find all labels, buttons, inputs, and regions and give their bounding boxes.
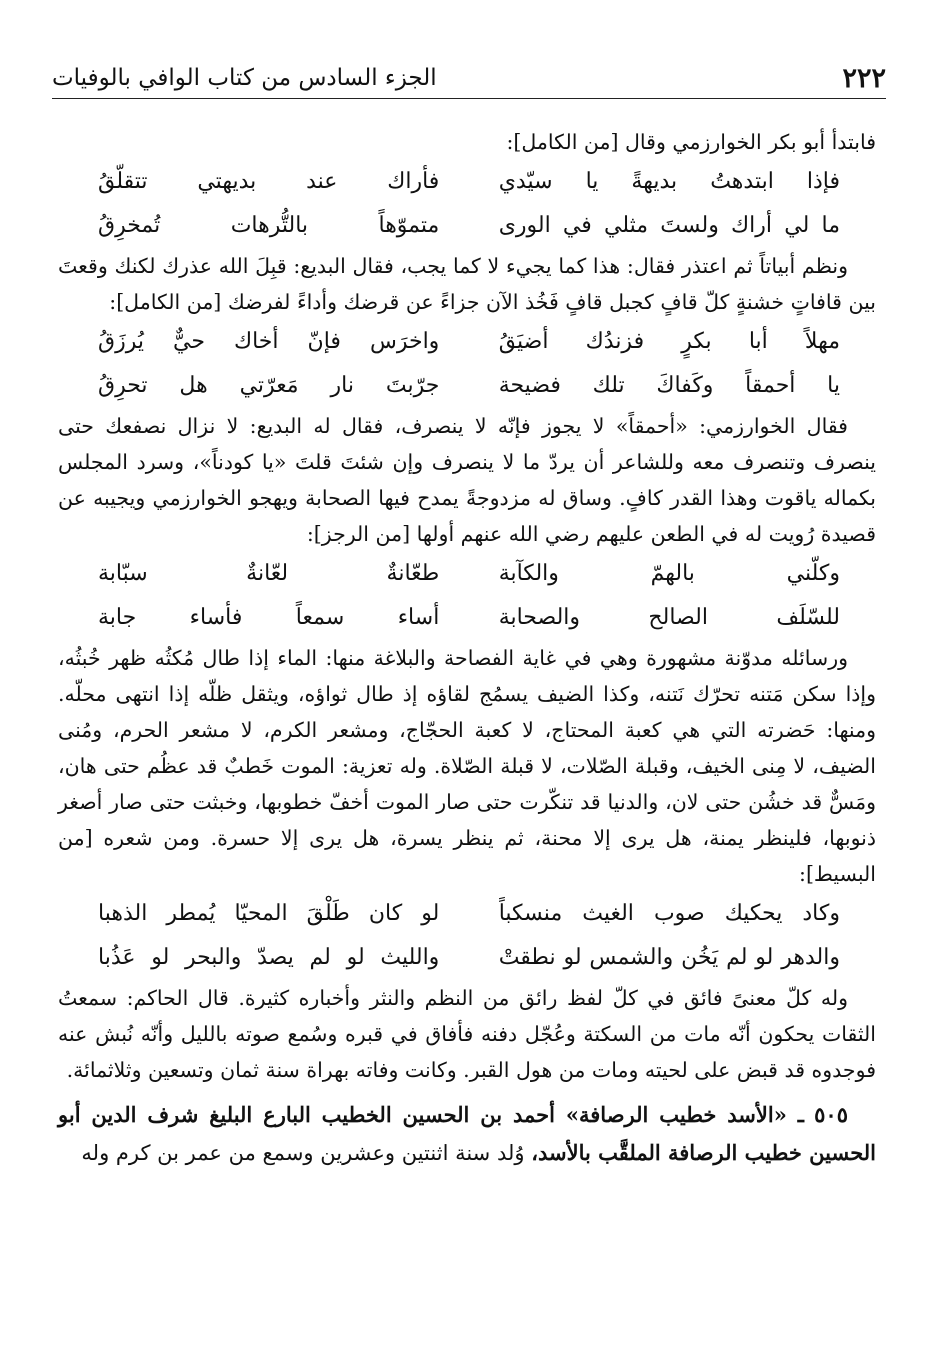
body-paragraph: ونظم أبياتاً ثم اعتذر فقال: هذا كما يجيء لا كما يجب، فقال البديع: قبِلَ الله عذرك لكنك وقعتَ بين قافاتٍ خشنةٍ كلّ قافٍ كجبل قافٍ فَخُذ الآن جزاءً عن قرضك وأداءً لفرضك [من الكامل]:: [58, 254, 876, 314]
body-paragraph: وله كلّ معنىً فائق في كلّ لفظ رائق من النظم والنثر وأخباره كثيرة. قال الحاكم: سمعتُ الثقات يحكون أنّه مات من السكتة وعُجّل دفنه فأفاق في قبره وسُمع صوته بالليل وأنّه نُبش عنه فوجدوه قد قبض على لحيته ومات من هول القبر. وكانت وفاته بهراة سنة ثمان وتسعين وثلاثمائة.: [58, 986, 876, 1082]
page-body: [58, 124, 876, 1172]
verse-first-hemistich: ما لي أراك ولستَ مثلي في الورى: [498, 213, 840, 238]
verse-first-hemistich: فإذا ابتدهتُ بديهةً يا سيّدي: [498, 169, 840, 194]
page-header: [52, 58, 886, 99]
body-paragraph: فقال الخوارزمي: «أحمقاً» لا يجوز فإنّه لا ينصرف، فقال له البديع: لا نزال نصفعك حتى ينصرف وتنصرف معه وللشاعر أن يردّ ما لا ينصرف وإن شئتَ قلتَ «يا كودناً»، وسرد المجلس بكماله ياقوت وهذا القدر كافٍ. وساق له مزدوجةً يمدح فيها الصحابة ويهجو الخوارزمي ويجيبه عن قصيدة رُويت له في الطعن عليهم رضي الله عنهم أولها [من الرجز]:: [58, 414, 876, 546]
verse-first-hemistich: وكلّني بالهمّ والكآبة: [498, 561, 840, 586]
verse-first-hemistich: مهلاً أبا بكرٍ فزندُك أضيَقُ: [498, 329, 840, 354]
intro-paragraph: فابتدأ أبو بكر الخوارزمي وقال [من الكامل]:: [506, 130, 876, 154]
verse-first-hemistich: والدهر لو لم يَخُن والشمس لو نطقتْ: [498, 945, 840, 970]
biography-entry: ٥٠٥ ـ «الأسد خطيب الرصافة» أحمد بن الحسين الخطيب البارع البليغ شرف الدين أبو الحسين خطيب الرصافة الملقَّب بالأسد، وُلد سنة اثنتين وعشرين وسمع من عمر بن كرم وله: [58, 1102, 876, 1165]
verse-second-hemistich: فأراك عند بديهتي تتقلّقُ: [98, 169, 440, 194]
verse-second-hemistich: متموّهاً بالتُّرهات تُمخرِقُ: [98, 213, 440, 238]
verse-line: [58, 552, 876, 596]
verse-line: [58, 364, 876, 408]
verse-line: [58, 596, 876, 640]
verse-line: [58, 936, 876, 980]
page-number: ٢٢٢: [842, 62, 886, 94]
verse-line: [58, 892, 876, 936]
verse-line: [58, 204, 876, 248]
entry-text: وُلد سنة اثنتين وعشرين وسمع من عمر بن كرم وله: [81, 1141, 525, 1165]
verse-second-hemistich: واخرَس فإنّ أخاك حيٌّ يُرزَقُ: [98, 329, 440, 354]
entry-heading: «الأسد خطيب الرصافة» أحمد بن الحسين الخطيب البارع البليغ شرف الدين أبو الحسين خطيب الرصافة الملقَّب بالأسد،: [58, 1102, 876, 1165]
body-paragraph: ورسائله مدوّنة مشهورة وهي في غاية الفصاحة والبلاغة منها: الماء إذا طال مُكثُه ظهر خُبثُه، وإذا سكن مَتنه تحرّك نَتنه، وكذا الضيف يسمُج لقاؤه إذ طال ثواؤه، ويثقل ظلّه إذا انتهى محلّه. ومنها: حَضرته التي هي كعبة المحتاج، لا كعبة الحجّاج، ومشعر الكرم، لا مشعر الحرم، ومُنى الضيف، لا مِنى الخيف، وقبلة الصّلات، لا قبلة الصّلاة. وله تعزية: الموت خَطبٌ قد عظُم حتى هان، ومَسٌّ قد خشُن حتى لان، والدنيا قد تنكّرت حتى صار الموت أخفّ خطوبها، وخبثت حتى صار أصغر ذنوبها، فلينظر يمنة، هل يرى إلا محنة، ثم ينظر يسرة، هل يرى إلا حسرة. ومن شعره [من البسيط]:: [58, 646, 876, 886]
verse-first-hemistich: وكاد يحكيك صوب الغيث منسكباً: [498, 901, 840, 926]
verse-second-hemistich: طعّانةٌ لعّانةٌ سبّابة: [98, 561, 440, 586]
verse-second-hemistich: والليث لو لم يصدّ والبحر لو عَذُبا: [98, 945, 440, 970]
verse-second-hemistich: أساء سمعاً فأساء جابة: [98, 605, 440, 630]
verse-second-hemistich: لو كان طَلْقَ المحيّا يُمطر الذهبا: [98, 901, 440, 926]
running-title: الجزء السادس من كتاب الوافي بالوفيات: [52, 65, 437, 91]
verse-second-hemistich: جرّبتَ نار مَعرّتي هل تحرِقُ: [98, 373, 440, 398]
verse-line: [58, 320, 876, 364]
entry-number: ٥٠٥: [814, 1102, 848, 1127]
verse-line: [58, 160, 876, 204]
verse-first-hemistich: للسّلَف الصالح والصحابة: [498, 605, 840, 630]
verse-first-hemistich: يا أحمقاً وكَفاكَ تلك فضيحة: [498, 373, 840, 398]
